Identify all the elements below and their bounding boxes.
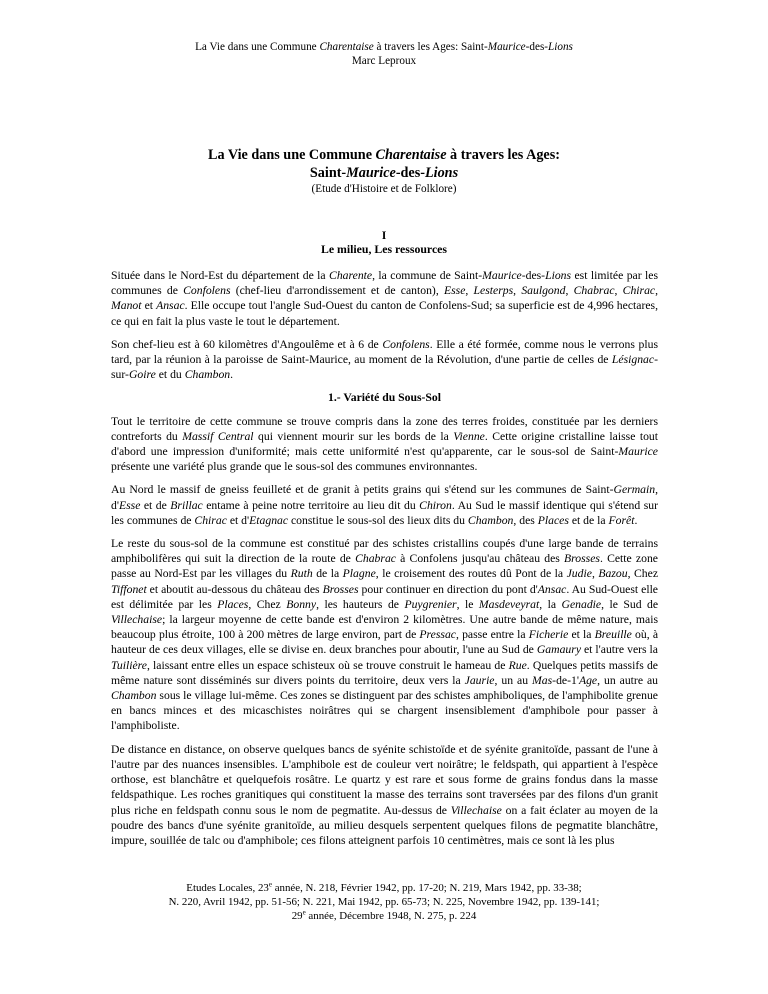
place-name: Lions [545, 269, 572, 282]
text-run: -de-1' [552, 673, 579, 687]
text-run: et de la [568, 513, 609, 527]
text-run: , la commune de Saint- [372, 269, 483, 282]
text-run: . Elle a été formée, comme nous le verrons plus tard, par la réunion à la paroisse de Saint-Maurice, au moment de la Révolution, d'une partie de celles de [111, 337, 658, 367]
place-name: Confolens [183, 284, 231, 298]
running-header [0, 40, 768, 68]
text-run: de la [312, 567, 343, 581]
place-name: Esse [118, 498, 141, 512]
running-header-title: La Vie dans une Commune Charentaise à travers les Ages: Saint-Maurice-des-Lions [195, 41, 573, 53]
text-run: on a fait éclater au moyen de la poudre des bancs d'une syénite granitoïde, au milieu desquels serpentent quelques filons de pegmatite blanchâtre, impure, souillée de talc ou d'amphibole; ces filons atteignent parfois 10 centimètres, mais ce sont là les plus [111, 803, 658, 847]
place-name: Forêt [608, 513, 635, 527]
text-run: , [655, 284, 659, 298]
text-run: Le reste du sous-sol de la commune est constitué par des schistes cristallins coupés d'une large bande de terrains amphibolifères qui suit la direction de la route de [111, 537, 658, 566]
text-run: où, à hauteur de ces deux villages, elle se divise en. deux branches pour aboutir, l'une au Sud de [111, 628, 659, 657]
text-run: Tout le territoire de cette commune se trouve compris dans la zone des terres froides, constituée par les derniers contreforts du [111, 414, 658, 443]
paragraph-3 [111, 414, 658, 475]
text-run: . Au Sud le massif identique qui s'étend sur les communes de [111, 498, 658, 527]
place-name: Villechaise [450, 803, 502, 817]
text-run: -sur- [111, 353, 658, 382]
text-run: , [591, 567, 599, 581]
paragraph-6 [111, 742, 658, 848]
text-run: De distance en distance, on observe quelques bancs de syénite schistoïde et de syénite granitoïde, passant de l'une à l'autre par des nuances insensibles. L'amphibole est de couleur vert noirâtre; le feldspath, qui appartient à l'espèce orthose, est blanchâtre et quelquefois rosâtre. Le quartz y est rare et sous forme de grains fondus dans la masse feldspathique. Les roches granitiques qui constituent la masse des terrains sont traversées par des filons d'un granit plus riche en feldspath connu sous le nom de pegmatite. Au-dessus de [111, 742, 658, 817]
document-title [0, 146, 768, 182]
place-name: Brosses [322, 582, 359, 596]
place-name: Chabrac [355, 552, 396, 566]
text-run: . Quelques petits massifs de même nature sont disséminés sur divers points du territoire, deux vers la [111, 658, 658, 687]
place-name: Maurice [618, 445, 658, 459]
text-run: , [513, 284, 522, 298]
place-name: Masdeveyrat [478, 597, 540, 611]
place-name: Confolens [382, 337, 430, 351]
text-run: , d' [111, 483, 658, 512]
place-name: Bazou [598, 567, 628, 581]
place-name: Rue [508, 658, 527, 672]
place-name: Chabrac [573, 284, 615, 298]
text-run: , la [539, 597, 562, 611]
text-run: . Elle occupe tout l'angle Sud-Ouest du canton de Confolens-Sud; sa superficie est de 4,996 hectares, ce qui en fait la plus vaste le tout le département. [111, 299, 658, 328]
text-run: et l'autre vers la [581, 643, 658, 657]
place-name: Puygrenier [404, 597, 457, 611]
text-run: , [565, 284, 574, 298]
place-name: Chambon [184, 368, 231, 382]
text-run: , le [456, 597, 479, 611]
place-name: Chirac [622, 284, 656, 298]
place-name: Lesterps [473, 284, 514, 298]
text-run: , passe entre la [456, 628, 529, 642]
text-run: , [614, 284, 623, 298]
subsection-heading: 1.- Variété du Sous-Sol [328, 391, 441, 405]
paragraph-2 [111, 337, 658, 383]
text-run: (chef-lieu d'arrondissement et de canton), [230, 284, 444, 298]
text-run: . [634, 513, 638, 527]
place-name: Ficherie [528, 628, 569, 642]
text-run: . Cette zone passe au Nord-Est par les villages du [111, 552, 658, 581]
place-name: Tuilière [111, 658, 147, 672]
place-name: Genadie [561, 597, 602, 611]
text-run: entame à peine notre territoire au lieu dit du [202, 498, 420, 512]
place-name: Bonny [286, 597, 317, 611]
text-run: , un autre au [597, 673, 658, 687]
text-run: , laissant entre elles un espace schisteux où se trouve construit le hameau de [146, 658, 509, 672]
place-name: Goire [128, 368, 156, 382]
text-run: , le croisement des routes dû Pont de la [375, 567, 567, 581]
paragraph-1 [111, 268, 658, 329]
place-name: Chambon [111, 689, 157, 703]
text-run: , un au [494, 673, 533, 687]
text-run: et aboutit au-dessous du château des [146, 582, 323, 596]
place-name: Lésignac [611, 353, 655, 367]
place-name: Age [578, 673, 598, 687]
place-name: Pressac [419, 628, 456, 642]
text-run: , Chez [248, 597, 287, 611]
place-name: Maurice [482, 269, 522, 282]
place-name: Places [217, 597, 249, 611]
place-name: Ansac [156, 299, 185, 313]
document-title-line-1: La Vie dans une Commune Charentaise à travers les Ages: [208, 147, 560, 163]
place-name: Germain [613, 483, 656, 497]
text-run: . Au Sud-Ouest elle est délimitée par les [111, 582, 658, 611]
text-run: est limitée par les communes de [111, 269, 658, 298]
place-name: Breuille [594, 628, 632, 642]
text-run: à Confolens jusqu'au château des [395, 552, 565, 566]
place-name: Chirac [194, 513, 227, 527]
text-run: -des- [521, 269, 546, 282]
place-name: Ansac [537, 582, 567, 596]
text-run: Au Nord le massif de gneiss feuilleté et de granit à petits grains qui s'étend sur les communes de Saint- [111, 483, 614, 497]
place-name: Chiron [419, 498, 452, 512]
text-run: qui viennent mourir sur les bords de la [253, 429, 454, 443]
text-run: Située dans le Nord-Est du département de la [111, 269, 330, 282]
place-name: Mas [532, 673, 553, 687]
section-title: Le milieu, Les ressources [320, 242, 448, 256]
text-run: sous le village lui-même. Ces zones se distinguent par des schistes amphiboliques, de l'amphibolite grenue en bancs minces et des micaschistes noirâtres qui se chargent insensiblement d'amphibole pour passer à l'amphiboliste. [111, 689, 658, 733]
document-body [111, 268, 658, 856]
text-run: , les hauteurs de [316, 597, 405, 611]
text-run: , des [513, 513, 538, 527]
text-run: ; la largeur moyenne de cette bande est d'environ 2 kilomètres. Une autre bande de même nature, mais beaucoup plus étroite, 100 à 200 mètres de large environ, part de [111, 613, 658, 642]
place-name: Esse [443, 284, 466, 298]
footer-line-2: N. 220, Avril 1942, pp. 51-56; N. 221, Mai 1942, pp. 65-73; N. 225, Novembre 1942, pp. 139-141; [168, 896, 600, 908]
place-name: Brosses [564, 552, 600, 566]
place-name: Manot [111, 299, 142, 313]
text-run: , le Sud de [601, 597, 659, 611]
paragraph-5 [111, 536, 658, 734]
text-run: Son chef-lieu est à 60 kilomètres d'Angoulême et à 6 de [111, 337, 383, 351]
text-run: . [230, 368, 234, 382]
place-name: Places [537, 513, 569, 527]
paragraph-4 [111, 482, 658, 528]
document-subtitle: (Etude d'Histoire et de Folklore) [311, 183, 457, 195]
section-number: I [381, 228, 387, 242]
text-run: , Chez [627, 567, 659, 581]
citation-footer [0, 881, 768, 923]
text-run: et du [155, 368, 185, 382]
text-run: pour continuer en direction du pont d' [358, 582, 538, 596]
text-run: présente une variété plus grande que le sous-sol des communes environnantes. [111, 460, 478, 474]
text-run: et de [140, 498, 171, 512]
text-run: , [465, 284, 474, 298]
place-name: Etagnac [249, 513, 289, 527]
place-name: Brillac [170, 498, 203, 512]
footer-line-3: 29e année, Décembre 1948, N. 275, p. 224 [291, 908, 477, 922]
place-name: Chambon [467, 513, 514, 527]
place-name: Plagne [342, 567, 376, 581]
text-run: . Cette origine cristalline laisse tout d'abord une impression d'uniformité; mais cette uniformité n'est qu'apparente, car le sous-sol de Saint- [111, 429, 659, 459]
place-name: Massif Central [182, 429, 254, 443]
running-header-author: Marc Leproux [351, 55, 417, 67]
text-run: constitue le sous-sol des lieux dits du [288, 513, 468, 527]
text-run: et d' [226, 513, 250, 527]
text-run: et [141, 299, 157, 313]
place-name: Charente [329, 269, 373, 282]
place-name: Villechaise [111, 613, 163, 627]
footer-line-1: Etudes Locales, 23e année, N. 218, Février 1942, pp. 17-20; N. 219, Mars 1942, pp. 33-38; [186, 880, 582, 894]
place-name: Jaurie [464, 673, 495, 687]
place-name: Saulgond [521, 284, 566, 298]
text-run: et la [568, 628, 595, 642]
place-name: Ruth [290, 567, 313, 581]
place-name: Gamaury [536, 643, 582, 657]
place-name: Tiffonet [111, 582, 147, 596]
place-name: Vienne [453, 429, 485, 443]
place-name: Judie [566, 567, 592, 581]
document-title-line-2: Saint-Maurice-des-Lions [309, 165, 459, 181]
